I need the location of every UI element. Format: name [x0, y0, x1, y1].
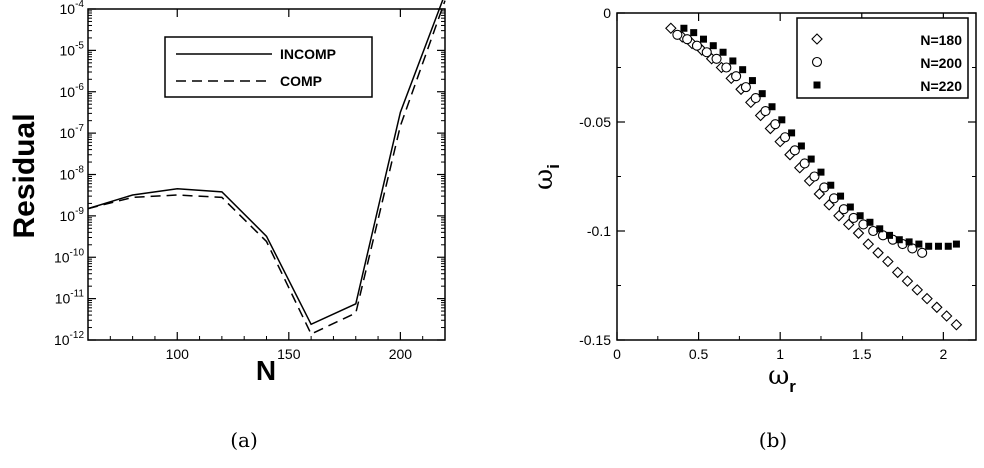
data-point-diamond: [873, 248, 883, 258]
panel-b-frequency-chart: [529, 5, 976, 396]
x-tick-label: 150: [277, 346, 301, 362]
panel-a-ylabel: Residual: [8, 113, 41, 239]
data-point-square: [876, 225, 883, 232]
data-point-square: [808, 156, 815, 163]
legend-marker-circle: [813, 58, 822, 67]
data-point-square: [690, 29, 697, 36]
legend-label-n220: N=220: [920, 78, 962, 94]
y-tick-label: $10^{-6}$: [59, 81, 84, 100]
data-point-square: [915, 241, 922, 248]
panel-a-xlabel: N: [255, 355, 277, 386]
data-point-square: [925, 243, 932, 250]
x-tick-label: 2: [939, 346, 948, 362]
panel-a-residual-chart: [8, 0, 445, 386]
data-point-diamond: [932, 302, 942, 312]
y-tick-label: $10^{-11}$: [54, 288, 84, 307]
data-point-square: [866, 219, 873, 226]
data-point-diamond: [883, 257, 893, 267]
data-point-square: [906, 238, 913, 245]
panel-b-ylabel-sub: i: [544, 164, 563, 169]
y-tick-label: $10^{-5}$: [59, 40, 84, 59]
data-point-square: [857, 212, 864, 219]
x-tick-label: 1.5: [852, 346, 872, 362]
svg-text:ωi: [529, 164, 563, 190]
panel-a-legend-box: [165, 37, 372, 97]
panel-a-legend: [165, 37, 372, 97]
data-point-square: [827, 182, 834, 189]
data-point-diamond: [922, 294, 932, 304]
panel-b-xlabel-symbol: ω: [768, 361, 790, 391]
data-point-square: [680, 25, 687, 32]
data-point-square: [798, 142, 805, 149]
data-point-square: [749, 77, 756, 84]
data-point-square: [847, 204, 854, 211]
data-point-square: [729, 57, 736, 64]
x-tick-label: 100: [165, 346, 189, 362]
data-point-square: [896, 236, 903, 243]
panel-b-xlabel-sub: r: [789, 377, 796, 396]
data-point-diamond: [942, 311, 952, 321]
data-point-square: [700, 36, 707, 43]
data-point-diamond: [893, 267, 903, 277]
data-point-square: [720, 49, 727, 56]
data-point-diamond: [912, 285, 922, 295]
legend-label-incomp: INCOMP: [280, 46, 336, 62]
y-tick-label: -0.15: [579, 332, 611, 348]
legend-label-comp: COMP: [280, 73, 322, 89]
y-tick-label: $10^{-8}$: [59, 164, 84, 183]
caption-a: (a): [230, 428, 258, 452]
data-point-square: [769, 103, 776, 110]
data-point-square: [778, 116, 785, 123]
y-tick-label: -0.1: [586, 223, 611, 239]
y-tick-label: $10^{-12}$: [53, 330, 84, 348]
data-point-square: [788, 129, 795, 136]
data-point-diamond: [951, 320, 961, 330]
y-tick-label: 0: [603, 5, 611, 21]
y-tick-label: $10^{-10}$: [53, 247, 84, 266]
data-point-square: [953, 241, 960, 248]
data-point-square: [945, 243, 952, 250]
y-tick-label: $10^{-9}$: [59, 205, 84, 224]
data-point-square: [935, 243, 942, 250]
y-tick-label: $10^{-4}$: [59, 0, 84, 17]
x-tick-label: 0.5: [688, 346, 709, 362]
svg-text:ωr: [768, 361, 796, 396]
legend-marker-square: [814, 82, 821, 89]
panel-b-legend: [797, 18, 968, 98]
panel-b-ylabel-symbol: ω: [529, 168, 559, 190]
legend-label-n180: N=180: [920, 32, 962, 48]
y-tick-label: $10^{-7}$: [59, 123, 84, 142]
x-tick-label: 0: [613, 346, 621, 362]
panel-b-ylabel: [529, 164, 563, 190]
data-point-diamond: [902, 276, 912, 286]
data-point-square: [886, 232, 893, 239]
legend-label-n200: N=200: [920, 55, 962, 71]
data-point-square: [710, 42, 717, 49]
caption-b: (b): [758, 428, 788, 452]
data-point-square: [739, 66, 746, 73]
panel-b-xlabel: [768, 361, 796, 396]
y-tick-label: -0.05: [579, 114, 611, 130]
data-point-square: [837, 193, 844, 200]
data-point-diamond: [854, 228, 864, 238]
data-point-diamond: [863, 239, 873, 249]
data-point-square: [817, 169, 824, 176]
data-point-square: [759, 90, 766, 97]
x-tick-label: 1: [776, 346, 785, 362]
x-tick-label: 200: [388, 346, 413, 362]
